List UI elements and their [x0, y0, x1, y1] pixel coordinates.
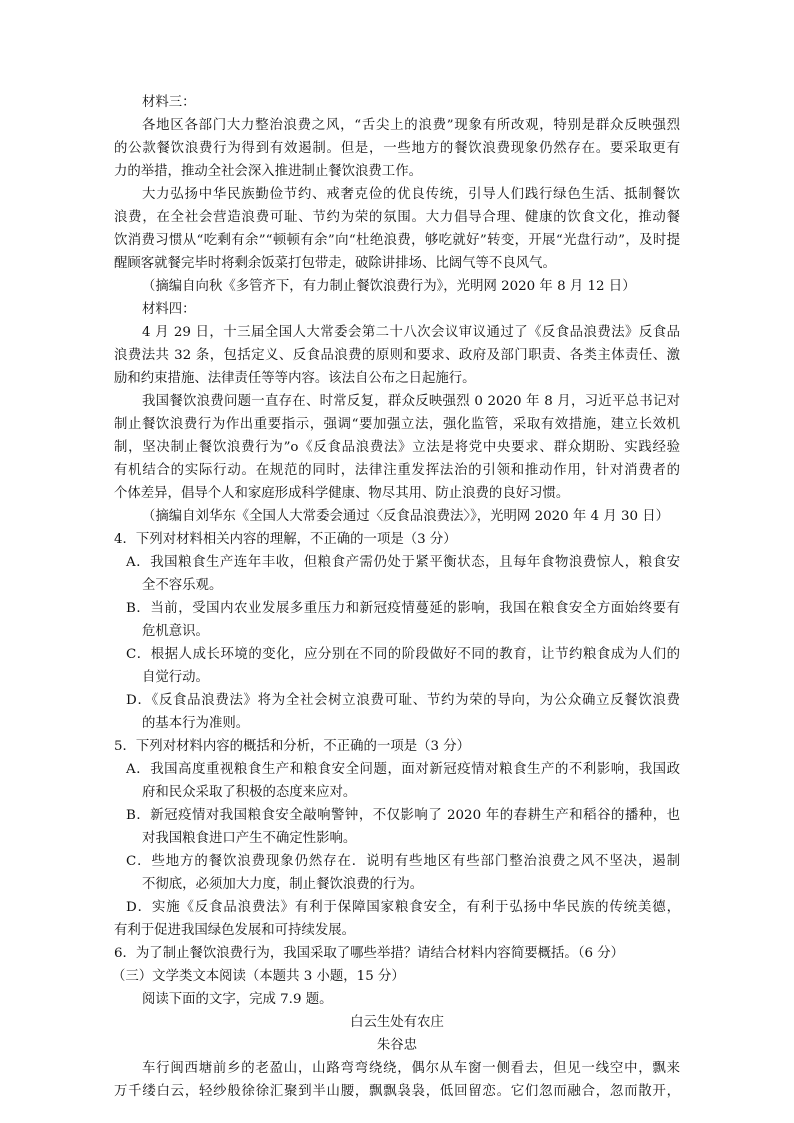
paragraph-line: 大力弘扬中华民族勤俭节约、戒奢克俭的优良传统，引导人们践行绿色生活、抵制餐饮	[142, 187, 680, 202]
option-continuation: 全不容乐观。	[142, 578, 223, 593]
question-5: 5．下列对材料内容的概括和分析，不正确的一项是（3 分）	[114, 739, 471, 754]
option-d: D．《反食品浪费法》将为全社会树立浪费可耻、节约为荣的导向，为公众确立反餐饮浪费	[126, 693, 680, 708]
option-continuation: 府和民众采取了积极的态度来应对。	[142, 785, 357, 800]
paragraph-line: 饮消费习惯从“吃剩有余”“顿顿有余”向“杜绝浪费，够吃就好”转变，开展“光盘行动”，及时提	[114, 233, 680, 248]
section-heading-literary-reading: （三）文学类文本阅读（本题共 3 小题，15 分）	[112, 969, 405, 984]
paragraph-line: 4 月 29 日，十三届全国人大常委会第二十八次会议审议通过了《反食品浪费法》反食品	[142, 325, 680, 340]
paragraph-line: 有机结合的实际行动。在规范的同时，法律注重发挥法治的引领和推动作用，针对消费者的	[114, 463, 680, 478]
paragraph-line: 我国餐饮浪费问题一直存在、时常反复，群众反映强烈 0 2020 年 8 月，习近平总书记对	[142, 394, 680, 409]
reading-instruction: 阅读下面的文字，完成 7.9 题。	[142, 992, 333, 1007]
option-continuation: 危机意识。	[142, 624, 209, 639]
source-citation: （摘编自刘华东《全国人大常委会通过〈反食品浪费法〉》，光明网 2020 年 4 月 30 日）	[142, 509, 670, 524]
article-author: 朱谷忠	[376, 1038, 418, 1053]
paragraph-line: 醒顾客就餐完毕时将剩余饭菜打包带走，破除讲排场、比阔气等不良风气。	[114, 256, 556, 271]
option-continuation: 有利于促进我国绿色发展和可持续发展。	[114, 923, 356, 938]
option-continuation: 的基本行为准则。	[142, 716, 250, 731]
option-d: D．实施《反食品浪费法》有利于保障国家粮食安全，有利于弘扬中华民族的传统美德，	[126, 900, 680, 915]
paragraph-line: 车行闽西塘前乡的老盈山，山路弯弯绕绕，偶尔从车窗一侧看去，但见一线空中，飘来	[142, 1061, 680, 1076]
paragraph-line: 各地区各部门大力整治浪费之风，“舌尖上的浪费”现象有所改观，特别是群众反映强烈	[142, 118, 680, 133]
option-a: A．我国高度重视粮食生产和粮食安全问题，面对新冠疫情对粮食生产的不利影响，我国政	[126, 762, 680, 777]
paragraph-line: 万千缕白云，轻纱般徐徐汇聚到半山腰，飘飘袅袅，低回留恋。它们忽而融合，忽而散开，	[114, 1084, 680, 1099]
paragraph-line: 浪费法共 32 条，包括定义、反食品浪费的原则和要求、政府及部门职责、各类主体责任、激	[114, 348, 680, 363]
paragraph-line: 制，坚决制止餐饮浪费行为”o《反食品浪费法》立法是将党中央要求、群众期盼、实践经验	[114, 440, 680, 455]
article-title: 白云生处有农庄	[350, 1015, 444, 1030]
option-c: C．些地方的餐饮浪费现象仍然存在．说明有些地区有些部门整治浪费之风不坚决，遏制	[126, 854, 680, 869]
option-continuation: 对我国粮食进口产生不确定性影响。	[142, 831, 357, 846]
source-citation: （摘编自向秋《多管齐下，有力制止餐饮浪费行为》，光明网 2020 年 8 月 12 日）	[142, 279, 636, 294]
paragraph-line: 励和约束措施、法律责任等等内容。该法自公布之日起施行。	[114, 371, 476, 386]
paragraph-line: 浪费，在全社会营造浪费可耻、节约为荣的氛围。大力倡导合理、健康的饮食文化，推动餐	[114, 210, 680, 225]
question-4: 4．下列对材料相关内容的理解，不正确的一项是（3 分）	[114, 532, 457, 547]
option-a: A．我国粮食生产连年丰收，但粮食产需仍处于紧平衡状态，且每年食物浪费惊人，粮食安	[126, 555, 680, 570]
option-c: C．根据人成长环境的变化，应分别在不同的阶段做好不同的教育，让节约粮食成为人们的	[126, 647, 680, 662]
section-heading-material-3: 材料三：	[142, 95, 196, 110]
section-heading-material-4: 材料四：	[142, 302, 196, 317]
option-continuation: 自觉行动。	[142, 670, 209, 685]
option-continuation: 不彻底，必须加大力度，制止餐饮浪费的行为。	[142, 877, 424, 892]
paragraph-line: 制止餐饮浪费行为作出重要指示，强调“要加强立法，强化监管，采取有效措施，建立长效机	[114, 417, 680, 432]
paragraph-line: 个体差异，倡导个人和家庭形成科学健康、物尽其用、防止浪费的良好习惯。	[114, 486, 570, 501]
question-6: 6．为了制止餐饮浪费行为，我国采取了哪些举措？请结合材料内容简要概括。（6 分）	[114, 946, 625, 961]
option-b: B．新冠疫情对我国粮食安全敲响警钟，不仅影响了 2020 年的春耕生产和稻谷的播种，也	[126, 808, 680, 823]
paragraph-line: 力的举措，推动全社会深入推进制止餐饮浪费工作。	[114, 164, 422, 179]
paragraph-line: 的公款餐饮浪费行为得到有效遏制。但是，一些地方的餐饮浪费现象仍然存在。要采取更有	[114, 141, 680, 156]
option-b: B．当前，受国内农业发展多重压力和新冠疫情蔓延的影响，我国在粮食安全方面始终要有	[126, 601, 680, 616]
